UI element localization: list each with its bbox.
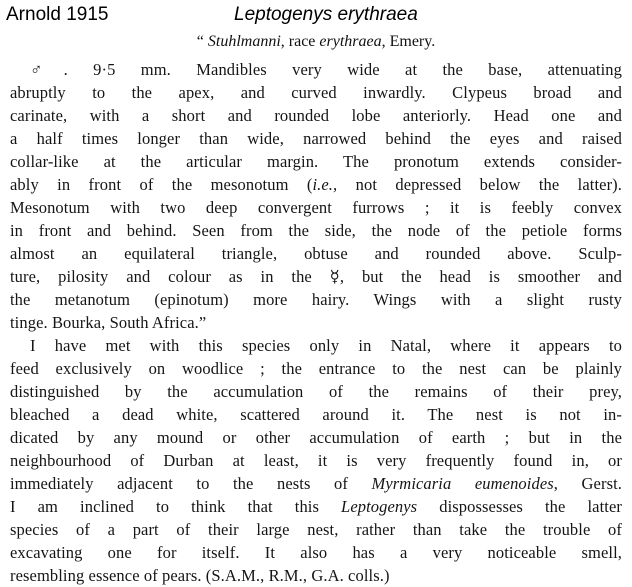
text-line: ♂. 9·5 mm. Mandibles very wide at the base, attenuating	[30, 60, 622, 79]
header-species-title: Leptogenys erythraea	[234, 4, 418, 25]
document-body	[10, 58, 622, 587]
text-line: a half times longer than wide, narrowed behind the eyes and raised	[10, 129, 622, 148]
paragraph-male-description	[10, 58, 622, 334]
text-line: distinguished by the accumulation of the remains of their prey,	[10, 382, 622, 401]
text-line: ture, pilosity and colour as in the ☿, but the head is smoother and	[10, 267, 622, 286]
text-line: almost an equilateral triangle, obtuse and rounded above. Sculp-	[10, 244, 622, 263]
text-line: excavating one for itself. It also has a very noticeable smell,	[10, 543, 622, 562]
text-line: neighbourhood of Durban at least, it is very frequently found in, or	[10, 451, 622, 470]
text-line: I am inclined to think that this Leptogenys dispossesses the latter	[10, 497, 622, 516]
text-line: collar-like at the articular margin. The pronotum extends consider-	[10, 152, 622, 171]
text-line: the metanotum (epinotum) more hairy. Wings with a slight rusty	[10, 290, 622, 309]
text-line: tinge. Bourka, South Africa.”	[10, 313, 207, 332]
text-line: Mesonotum with two deep convergent furrows ; it is feebly convex	[10, 198, 622, 217]
subheading: “ Stuhlmanni, race erythraea, Emery.	[196, 33, 436, 50]
text-line: abruptly to the apex, and curved inwardly. Clypeus broad and	[10, 83, 622, 102]
text-line: bleached a dead white, scattered around it. The nest is not in-	[10, 405, 622, 424]
text-line: ably in front of the mesonotum (i.e., not depressed below the latter).	[10, 175, 622, 194]
header-author-year: Arnold 1915	[6, 4, 109, 25]
text-line: resembling essence of pears. (S.A.M., R.M., G.A. colls.)	[10, 566, 390, 585]
text-line: I have met with this species only in Natal, where it appears to	[30, 336, 622, 355]
text-line: dicated by any mound or other accumulation of earth ; but in the	[10, 428, 622, 447]
text-line: feed exclusively on woodlice ; the entrance to the nest can be plainly	[10, 359, 622, 378]
text-line: carinate, with a short and rounded lobe anteriorly. Head one and	[10, 106, 622, 125]
text-line: immediately adjacent to the nests of Myrmicaria eumenoides, Gerst.	[10, 474, 622, 493]
text-line: species of a part of their large nest, rather than take the trouble of	[10, 520, 622, 539]
text-line: in front and behind. Seen from the side, the node of the petiole forms	[10, 221, 622, 240]
paragraph-natal-observations	[10, 334, 622, 587]
